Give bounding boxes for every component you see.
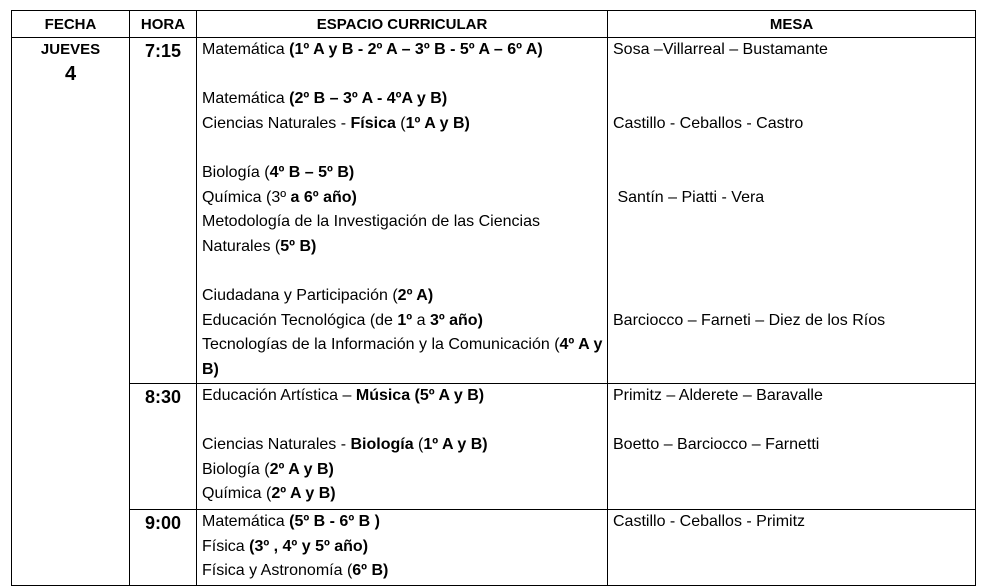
mesa-line: Barciocco – Farneti – Diez de los Ríos xyxy=(613,311,886,329)
subject-line: Biología (4º B – 5º B) xyxy=(202,163,355,181)
subject-line: Física (3º , 4º y 5º año) xyxy=(202,537,369,555)
hora-cell: 7:15 xyxy=(130,38,197,384)
espacio-cell xyxy=(197,510,608,586)
subject-line: Educación Artística – Música (5º A y B) xyxy=(202,387,485,404)
mesa-cell xyxy=(608,510,976,586)
fecha-number: 4 xyxy=(64,63,77,85)
subject-line: Tecnologías de la Información y la Comunicación (4º A y B) xyxy=(202,336,603,378)
subject-line: Matemática (5º B - 6º B ) xyxy=(202,513,380,530)
subject-line: Química (3º a 6º año) xyxy=(202,188,357,206)
header-row xyxy=(12,11,976,38)
header-hora: HORA xyxy=(130,11,197,38)
mesa-line: Primitz – Alderete – Baravalle xyxy=(613,387,823,404)
mesa-line: Castillo - Ceballos - Primitz xyxy=(613,513,806,530)
exam-schedule-table xyxy=(11,10,976,586)
hora-cell: 8:30 xyxy=(130,384,197,510)
header-fecha: FECHA xyxy=(12,11,130,38)
mesa-line: Sosa –Villarreal – Bustamante xyxy=(613,41,828,58)
mesa-cell xyxy=(608,38,976,384)
header-espacio-curricular: ESPACIO CURRICULAR xyxy=(197,11,608,38)
fecha-day: JUEVES xyxy=(40,41,101,58)
mesa-line: Santín – Piatti - Vera xyxy=(613,188,765,206)
espacio-cell xyxy=(197,384,608,510)
subject-line: Educación Tecnológica (de 1º a 3º año) xyxy=(202,311,483,329)
header-mesa: MESA xyxy=(608,11,976,38)
subject-line: Biología (2º A y B) xyxy=(202,460,334,478)
subject-line: Metodología de la Investigación de las Ciencias Naturales (5º B) xyxy=(202,213,540,255)
mesa-line: Boetto – Barciocco – Farnetti xyxy=(613,436,820,454)
mesa-cell xyxy=(608,384,976,510)
espacio-cell xyxy=(197,38,608,384)
subject-line: Matemática (2º B – 3º A - 4ºA y B) xyxy=(202,90,448,108)
subject-line: Química (2º A y B) xyxy=(202,485,336,503)
subject-line: Matemática (1º A y B - 2º A – 3º B - 5º A – 6º A) xyxy=(202,41,543,58)
hora-cell: 9:00 xyxy=(130,510,197,586)
mesa-line: Castillo - Ceballos - Castro xyxy=(613,114,804,132)
subject-line: Física y Astronomía (6º B) xyxy=(202,562,389,580)
table-row xyxy=(12,510,976,586)
subject-line: Ciencias Naturales - Física (1º A y B) xyxy=(202,114,470,132)
fecha-cell xyxy=(12,38,130,586)
subject-line: Ciudadana y Participación (2º A) xyxy=(202,286,434,304)
table-row xyxy=(12,384,976,510)
subject-line: Ciencias Naturales - Biología (1º A y B) xyxy=(202,436,488,454)
table-row xyxy=(12,38,976,384)
